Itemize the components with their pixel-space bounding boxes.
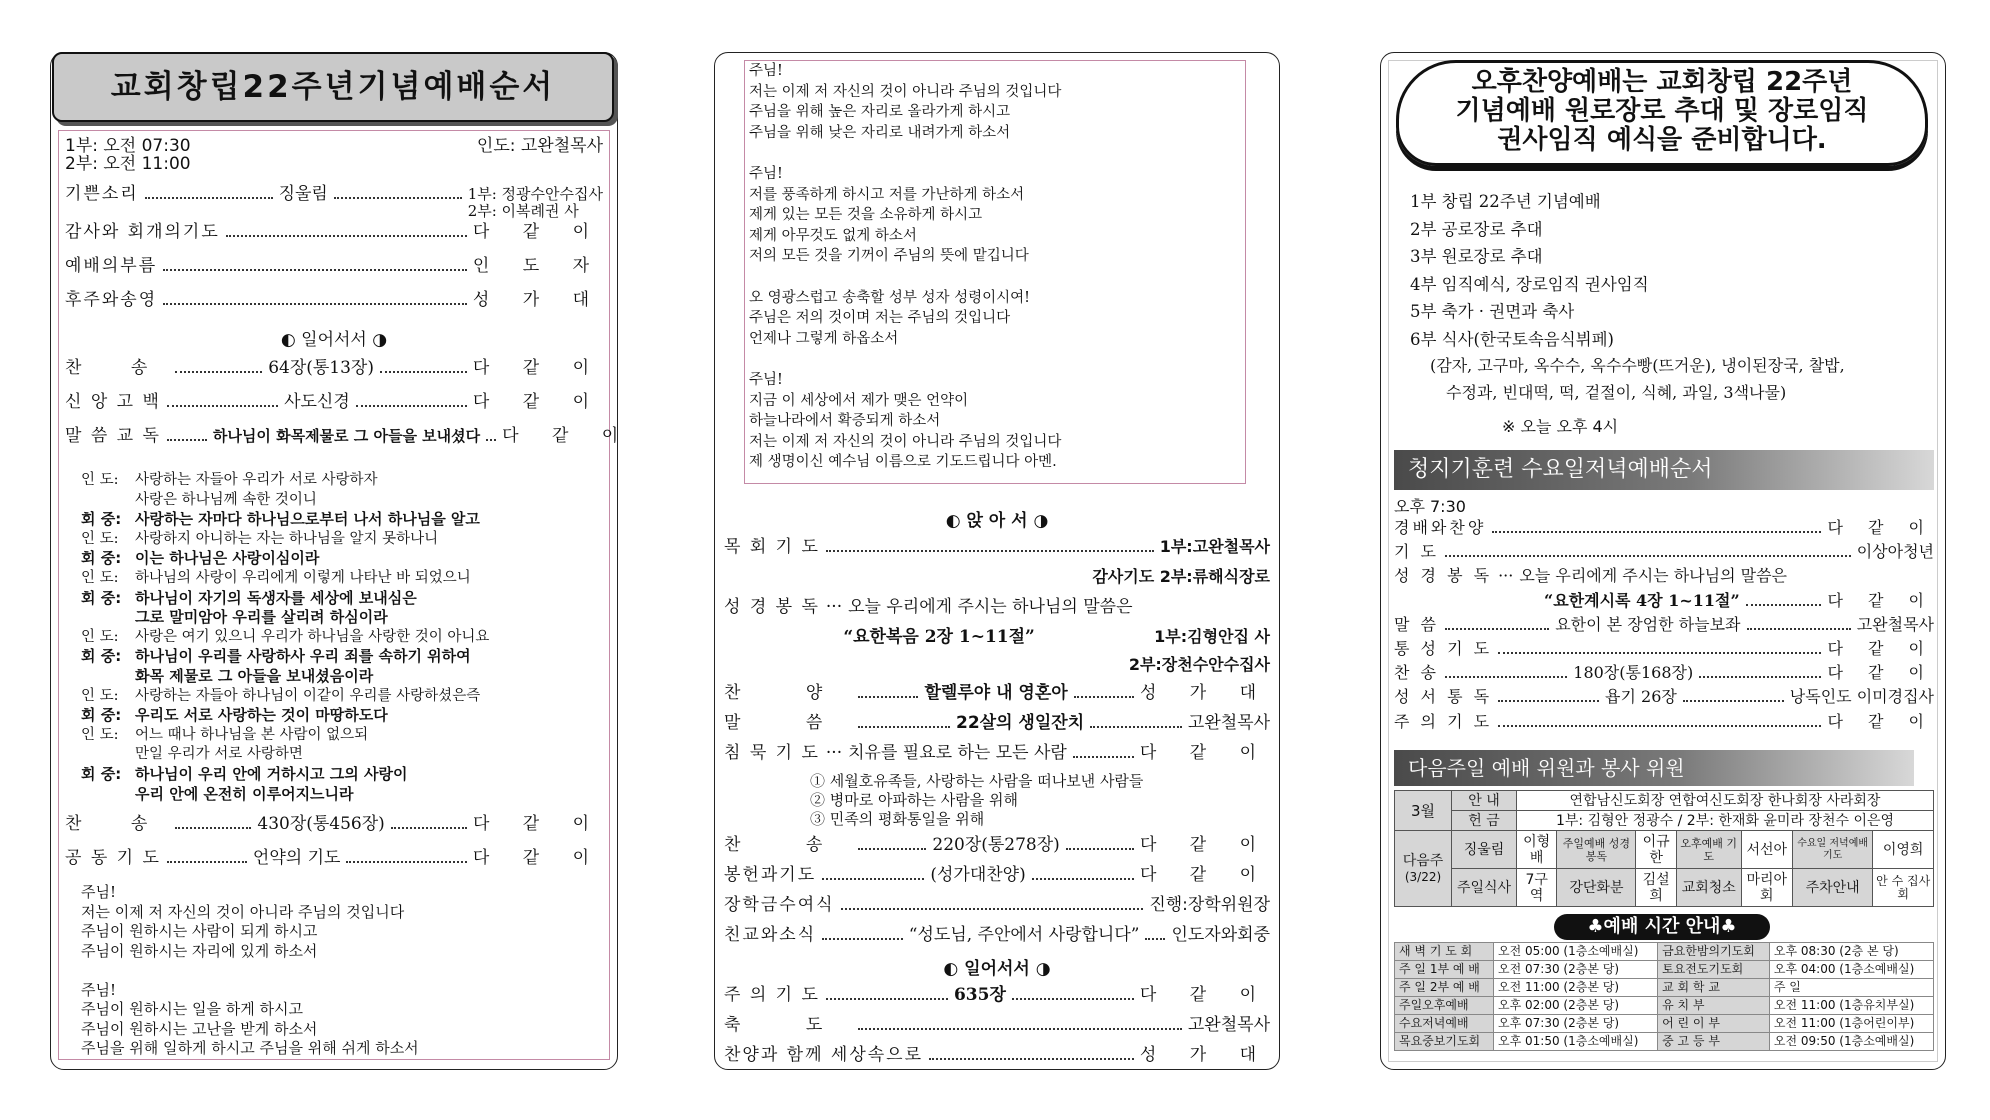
reading-line (81, 530, 601, 550)
order-who: 고완철목사 (1856, 614, 1934, 634)
order-item (1394, 710, 1934, 734)
order-item: 축 도 고완철목사 (724, 1015, 1270, 1035)
prayer-line: 저의 모든 것을 기꺼이 주님의 뜻에 맡깁니다 (749, 248, 1029, 265)
prayer-line: 저를 풍족하게 하시고 저를 가난하게 하소서 (749, 186, 1025, 203)
order-label: 성 서 통 독 (1394, 687, 1493, 707)
times-title: ♣예배 시간 안내♣ (1554, 914, 1770, 940)
prayer-line: ② 병마로 아파하는 사람을 위해 (810, 791, 1018, 809)
times-cell: 오후 04:00 (1층소예배실) (1769, 961, 1933, 979)
times-cell: 오전 11:00 (1층유치부실) (1769, 997, 1933, 1015)
reading-text: 사랑하지 아니하는 자는 하나님을 알지 못하나니 (135, 530, 439, 547)
reading-role: 인 도: (81, 628, 119, 645)
reading-line (81, 726, 601, 746)
prayer-line: 주님을 위해 낮은 자리로 내려가게 하소서 (749, 124, 1011, 141)
reading-line (81, 706, 601, 726)
reading-role: 회 중: (81, 706, 122, 725)
leader: 인도: 고완철목사 (476, 136, 603, 156)
prayer-line: 주님! (749, 165, 783, 182)
prayer-line: 4부 임직예식, 장로임직 권사임직 (1410, 274, 1649, 294)
order-item (1394, 661, 1934, 685)
worship-times (1394, 942, 1934, 1051)
order-list-2 (65, 813, 603, 881)
silent-prayer-list (724, 772, 1270, 834)
reading-role (81, 785, 135, 805)
panel-left-content (58, 130, 633, 1060)
prayer-line: 주님이 원하시는 자리에 있게 하소서 (81, 941, 318, 960)
duty-title: 다음주일 예배 위원과 봉사 위원 (1394, 750, 1914, 786)
prayer-line: 주님을 위해 일하게 하시고 주님을 위해 쉬게 하소서 (81, 1039, 419, 1057)
buffet-menu: (감자, 고구마, 옥수수, 옥수수빵(뜨거운), 냉이된장국, 찰밥, 수정과, 빈대떡, 떡, 겉절이, 식혜, 과일, 3색나물) (1430, 356, 1845, 402)
reading-role (81, 491, 135, 511)
order-item: 장학금수여식 진행:장학위원장 (724, 895, 1270, 915)
time-note: ※ 오늘 오후 4시 (1502, 417, 1619, 436)
reading-role: 회 중: (81, 588, 122, 607)
prayer-line: ③ 민족의 평화통일을 위해 (810, 810, 985, 828)
order-item: 예배의부름 인 도 자 (65, 256, 603, 276)
sit-marker: ◐ 앉 아 서 ◑ (945, 511, 1049, 531)
reading-role: 회 중: (81, 549, 122, 568)
order-label: 성 경 봉 독 (1394, 566, 1493, 586)
afternoon-program (1410, 188, 1649, 353)
reading-text: 하나님의 사랑이 우리에게 이렇게 나타난 바 되었으니 (135, 569, 471, 586)
reading-role: 인 도: (81, 726, 119, 743)
prayer-line: 언제나 그렇게 하옵소서 (749, 330, 899, 347)
reading-line (81, 667, 601, 687)
reading-text: 우리도 서로 사랑하는 것이 마땅하도다 (135, 706, 388, 725)
prayer-line: 주님! (81, 980, 117, 999)
times-cell: 중 고 등 부 (1658, 1033, 1770, 1051)
prayer-line: 제게 아무것도 없게 하소서 (749, 227, 917, 244)
reading-role: 회 중: (81, 647, 122, 666)
order-label: 기 도 (1394, 542, 1439, 562)
prayer-line: 주님은 저의 것이며 저는 주님의 것입니다 (749, 310, 1011, 327)
reading-line (81, 628, 601, 648)
prayer-line: 제게 있는 모든 것을 소유하게 하시고 (749, 207, 983, 224)
order-item: 찬 양 할렐루야 내 영혼아 성 가 대 (724, 683, 1271, 703)
order-item: 공 동 기 도 언약의 기도 다 같 이 (65, 848, 603, 868)
times-cell: 교 회 학 교 (1658, 979, 1770, 997)
time-first: 1부: 오전 07:30 (65, 136, 191, 156)
reading-line (81, 608, 601, 628)
stand-marker: ◐ 일어서서 ◑ (280, 330, 388, 350)
reading-role: 인 도: (81, 472, 119, 488)
times-row (1395, 979, 1934, 997)
prayer-line: 5부 축가 · 권면과 축사 (1410, 302, 1575, 321)
reading-line (81, 687, 601, 707)
prayer-line: 제 생명이신 예수님 이름으로 기도드립니다 아멘. (749, 454, 1057, 471)
reading-text: 만일 우리가 서로 사랑하면 (135, 746, 303, 763)
scripture-ref: “요한복음 2장 1~11절” 1부:김형안집 사 (843, 627, 1270, 647)
order-label: 찬 송 (1394, 663, 1439, 683)
times-cell: 어 린 이 부 (1658, 1015, 1770, 1033)
times-cell: 오전 05:00 (1층소예배실) (1494, 943, 1658, 961)
times-cell: 오후 07:30 (2층본 당) (1494, 1015, 1658, 1033)
headline-box: 오후찬양예배는 교회창립 22주년 기념예배 원로장로 추대 및 장로임직 권사임직 예식을 준비합니다. (1396, 60, 1928, 166)
prayer-line: 주님이 원하시는 사람이 되게 하시고 (81, 922, 318, 940)
order-item: 목 회 기 도 1부:고완철목사 (724, 537, 1270, 557)
order-item: 말 씀 22살의 생일잔치 고완철목사 (724, 713, 1271, 733)
prayer-line: ① 세월호유족들, 사랑하는 사람을 떠나보낸 사람들 (810, 772, 1144, 790)
reading-text: 사랑은 여기 있으니 우리가 하나님을 사랑한 것이 아니요 (135, 628, 490, 645)
order-item (1394, 564, 1934, 588)
prayer-line (81, 961, 601, 981)
order-item: 신 앙 고 백 사도신경 다 같 이 (65, 392, 603, 412)
order-item (1394, 685, 1934, 709)
order-label: 통 성 기 도 (1394, 638, 1493, 658)
order-item (1394, 516, 1934, 540)
order-label: 주 의 기 도 (1394, 711, 1493, 731)
prayer-line: 주님이 원하시는 일을 하게 하시고 (81, 1000, 303, 1018)
order-item: 말 씀 교 독 하나님이 화목제물로 그 아들을 보내셨다 다 같 이 (65, 426, 633, 446)
prayer-line: 주님을 위해 높은 자리로 올라가게 하시고 (749, 104, 1011, 121)
order-item: 친교와소식 “성도님, 주안에서 사랑합니다” 인도자와회중 (724, 925, 1270, 945)
responsive-reading (81, 471, 601, 804)
order-item: 찬 송 220장(통278장) 다 같 이 (724, 835, 1271, 855)
times-cell: 수요저녁예배 (1395, 1015, 1494, 1033)
prayer-line: 지금 이 세상에서 제가 맺은 언약이 (749, 392, 969, 409)
order-item: 감사와 회개의기도 다 같 이 (65, 222, 603, 242)
order-mid: 욥기 26장 (1605, 687, 1677, 707)
reading-line (81, 745, 601, 765)
reading-role: 인 도: (81, 569, 119, 586)
duty-table: 3월 안 내 연합남신도회장 연합여신도회장 한나회장 사라회장 헌 금 1부: 김형안 정광수 / 2부: 한재화 윤미라 장천수 이은영 다음주 (3/22) 징울림 이형배 주일예배 성경봉독 이규한 오후예배 기 도 서선아 수요일 저녁예배기도 이영희 주일식사 7구역 강단화분 김설희 교회청소 마리아회 주차안내 안 수 집사회 (1394, 790, 1934, 907)
times-cell: 주 일 (1769, 979, 1933, 997)
order-who: 다 같 이 (1827, 590, 1934, 610)
time-second: 2부: 오전 11:00 (65, 154, 191, 174)
prayer-line: 1부 창립 22주년 기념예배 (1410, 192, 1601, 211)
order-item: 봉헌과기도 (성가대찬양) 다 같 이 (724, 865, 1271, 885)
prayer-line: 저는 이제 저 자신의 것이 아니라 주님의 것입니다 (81, 902, 405, 921)
reading-role (81, 745, 135, 765)
reading-role: 인 도: (81, 530, 119, 547)
reading-line (81, 589, 601, 609)
prayer-line: 주님! (81, 883, 117, 901)
times-cell: 오전 11:00 (2층본 당) (1494, 979, 1658, 997)
prayer-line: 주님! (749, 63, 783, 79)
wednesday-title: 청지기훈련 수요일저녁예배순서 (1394, 450, 1934, 490)
times-cell: 오후 08:30 (2층 본 당) (1769, 943, 1933, 961)
reading-line (81, 785, 601, 805)
order-list-1 (65, 183, 633, 459)
reading-text: 하나님이 우리 안에 거하시고 그의 사랑이 (135, 764, 408, 783)
prayer-line: 저는 이제 저 자신의 것이 아니라 주님의 것입니다 (749, 433, 1062, 450)
order-item (1394, 589, 1934, 613)
reading-line (81, 549, 601, 569)
order-label: 경배와찬양 (1394, 518, 1487, 537)
reading-line (81, 510, 601, 530)
separator: ··· (1498, 566, 1514, 586)
order-mid: 요한이 본 장엄한 하늘보좌 (1555, 614, 1741, 634)
prayer-line: 저는 이제 저 자신의 것이 아니라 주님의 것입니다 (749, 83, 1062, 100)
prayer-line (749, 267, 1061, 288)
prayer-line: 오 영광스럽고 송축할 성부 성자 성령이시여! (749, 289, 1030, 306)
times-cell: 오후 02:00 (2층본 당) (1494, 997, 1658, 1015)
order-item: 찬 송 64장(통13장) 다 같 이 (65, 358, 603, 378)
order-item: 주 의 기 도 635장 다 같 이 (724, 985, 1270, 1005)
order-item (1394, 540, 1934, 564)
reading-role: 회 중: (81, 764, 122, 783)
order-who: 다 같 이 (1827, 663, 1935, 683)
reading-role: 인 도: (81, 687, 119, 704)
times-cell: 토요전도기도회 (1658, 961, 1770, 979)
order-item (1394, 613, 1934, 637)
prayer-box (744, 60, 1246, 484)
times-row (1395, 943, 1934, 961)
prayer-line: 주님! (749, 371, 783, 388)
reading-text: 사랑하는 자들아 하나님이 이같이 우리를 사랑하셨은즉 (135, 687, 481, 704)
order-mid: 180장(통168장) (1573, 663, 1694, 683)
order-item: 후주와송영 성 가 대 (65, 290, 603, 310)
reading-line (81, 569, 601, 589)
reading-text: 사랑하는 자마다 하나님으로부터 나서 하나님을 알고 (135, 510, 480, 529)
times-cell: 금요한밤의기도회 (1658, 943, 1770, 961)
times-cell: 오전 11:00 (1층어린이부) (1769, 1015, 1933, 1033)
prayer-line: 3부 원로장로 추대 (1410, 247, 1543, 266)
scripture-reader2: 2부:장천수안수집사 (1128, 655, 1270, 674)
order-who: 다 같 이 (1827, 711, 1934, 731)
reading-text: 그로 말미암아 우리를 살리려 하심이라 (135, 608, 388, 627)
order-item: 침 묵 기 도 ··· 치유를 필요로 하는 모든 사람 다 같 이 (724, 743, 1270, 763)
prayer-line: 하늘나라에서 확증되게 하소서 (749, 413, 941, 430)
reading-text: 이는 하나님은 사랑이심이라 (135, 549, 320, 568)
times-cell: 오후 01:50 (1층소예배실) (1494, 1033, 1658, 1051)
times-cell: 유 치 부 (1658, 997, 1770, 1015)
reading-text: 사랑은 하나님께 속한 것이니 (135, 491, 317, 508)
order-mid: 오늘 우리에게 주시는 하나님의 말씀은 (1519, 566, 1787, 586)
times-cell: 새 벽 기 도 회 (1395, 943, 1494, 961)
prayer-line (749, 143, 1061, 164)
order-item: 기쁜소리 징울림 1부: 정광수안수집사 2부: 이복례권 사 (65, 184, 603, 220)
reading-line (81, 471, 601, 491)
prayer-line (749, 349, 1061, 370)
order-item: 찬양과 함께 세상속으로 성 가 대 (724, 1045, 1270, 1065)
times-cell: 오전 07:30 (2층본 당) (1494, 961, 1658, 979)
times-row (1395, 961, 1934, 979)
order-who: 다 같 이 (1827, 638, 1934, 658)
order-label: 말 씀 (1394, 614, 1439, 634)
order-item: 성 경 봉 독 ··· 오늘 우리에게 주시는 하나님의 말씀은 (724, 597, 1133, 617)
times-cell: 주일오후예배 (1395, 997, 1494, 1015)
reading-text: 하나님이 자기의 독생자를 세상에 보내심은 (135, 588, 417, 607)
covenant-prayer-2 (749, 61, 1061, 473)
times-cell: 오전 09:50 (1층소예배실) (1769, 1033, 1933, 1051)
reading-text: 우리 안에 온전히 이루어지느니라 (135, 784, 354, 803)
thanks-prayer: 감사기도 2부:류해식장로 (1092, 567, 1270, 586)
order-who: 다 같 이 (1827, 518, 1934, 537)
times-row (1395, 1015, 1934, 1033)
order-who: 이상아청년 (1856, 542, 1934, 562)
times-row (1395, 1033, 1934, 1051)
prayer-line: 6부 식사(한국토속음식뷔페) (1410, 329, 1614, 349)
times-row (1395, 997, 1934, 1015)
prayer-line: 주님이 원하시는 고난을 받게 하소서 (81, 1019, 318, 1038)
wednesday-order: 오후 7:30 경배와찬양 다 같 이 기 도 이상아청년 성 경 봉 독 ··· 오늘 우리에게 주시는 하나님의 말씀은 “요한계시록 4장 1~11절” 다 같 이 말 씀 요한이 본 장엄한 하늘보좌 고완철목사 통 성 기 도 다 같 이 찬 송 180장(통168장) 다 같 이 성 서 통 독 욥기 26장 낭독인도 이미경집사 주 의 기 도 다 같 이 (1394, 494, 1934, 734)
times-cell: 주 일 1부 예 배 (1395, 961, 1494, 979)
order-mid: “요한계시록 4장 1~11절” (1544, 590, 1740, 610)
reading-text: 사랑하는 자들아 우리가 서로 사랑하자 (135, 472, 378, 488)
order-item (1394, 637, 1934, 661)
reading-line (81, 765, 601, 785)
reading-role (81, 667, 135, 687)
order-item: 찬 송 430장(통456장) 다 같 이 (65, 814, 604, 834)
times-cell: 목요중보기도회 (1395, 1033, 1494, 1051)
covenant-prayer-1 (81, 883, 601, 1059)
reading-text: 어느 때나 하나님을 본 사람이 없으되 (135, 726, 369, 743)
reading-role: 회 중: (81, 510, 122, 529)
stand-marker-2: ◐ 일어서서 ◑ (943, 959, 1051, 979)
times-cell: 주 일 2부 예 배 (1395, 979, 1494, 997)
order-who: 낭독인도 이미경집사 (1789, 687, 1934, 707)
prayer-line: 2부 공로장로 추대 (1410, 219, 1543, 239)
reading-text: 하나님이 우리를 사랑하사 우리 죄를 속하기 위하여 (135, 647, 471, 666)
reading-line (81, 647, 601, 667)
service-order-title: 교회창립22주년기념예배순서 (52, 52, 614, 122)
order-list-3 (724, 506, 1270, 1074)
reading-role (81, 608, 135, 628)
reading-line (81, 491, 601, 511)
reading-text: 화목 제물로 그 아들을 보내셨음이라 (135, 666, 374, 685)
